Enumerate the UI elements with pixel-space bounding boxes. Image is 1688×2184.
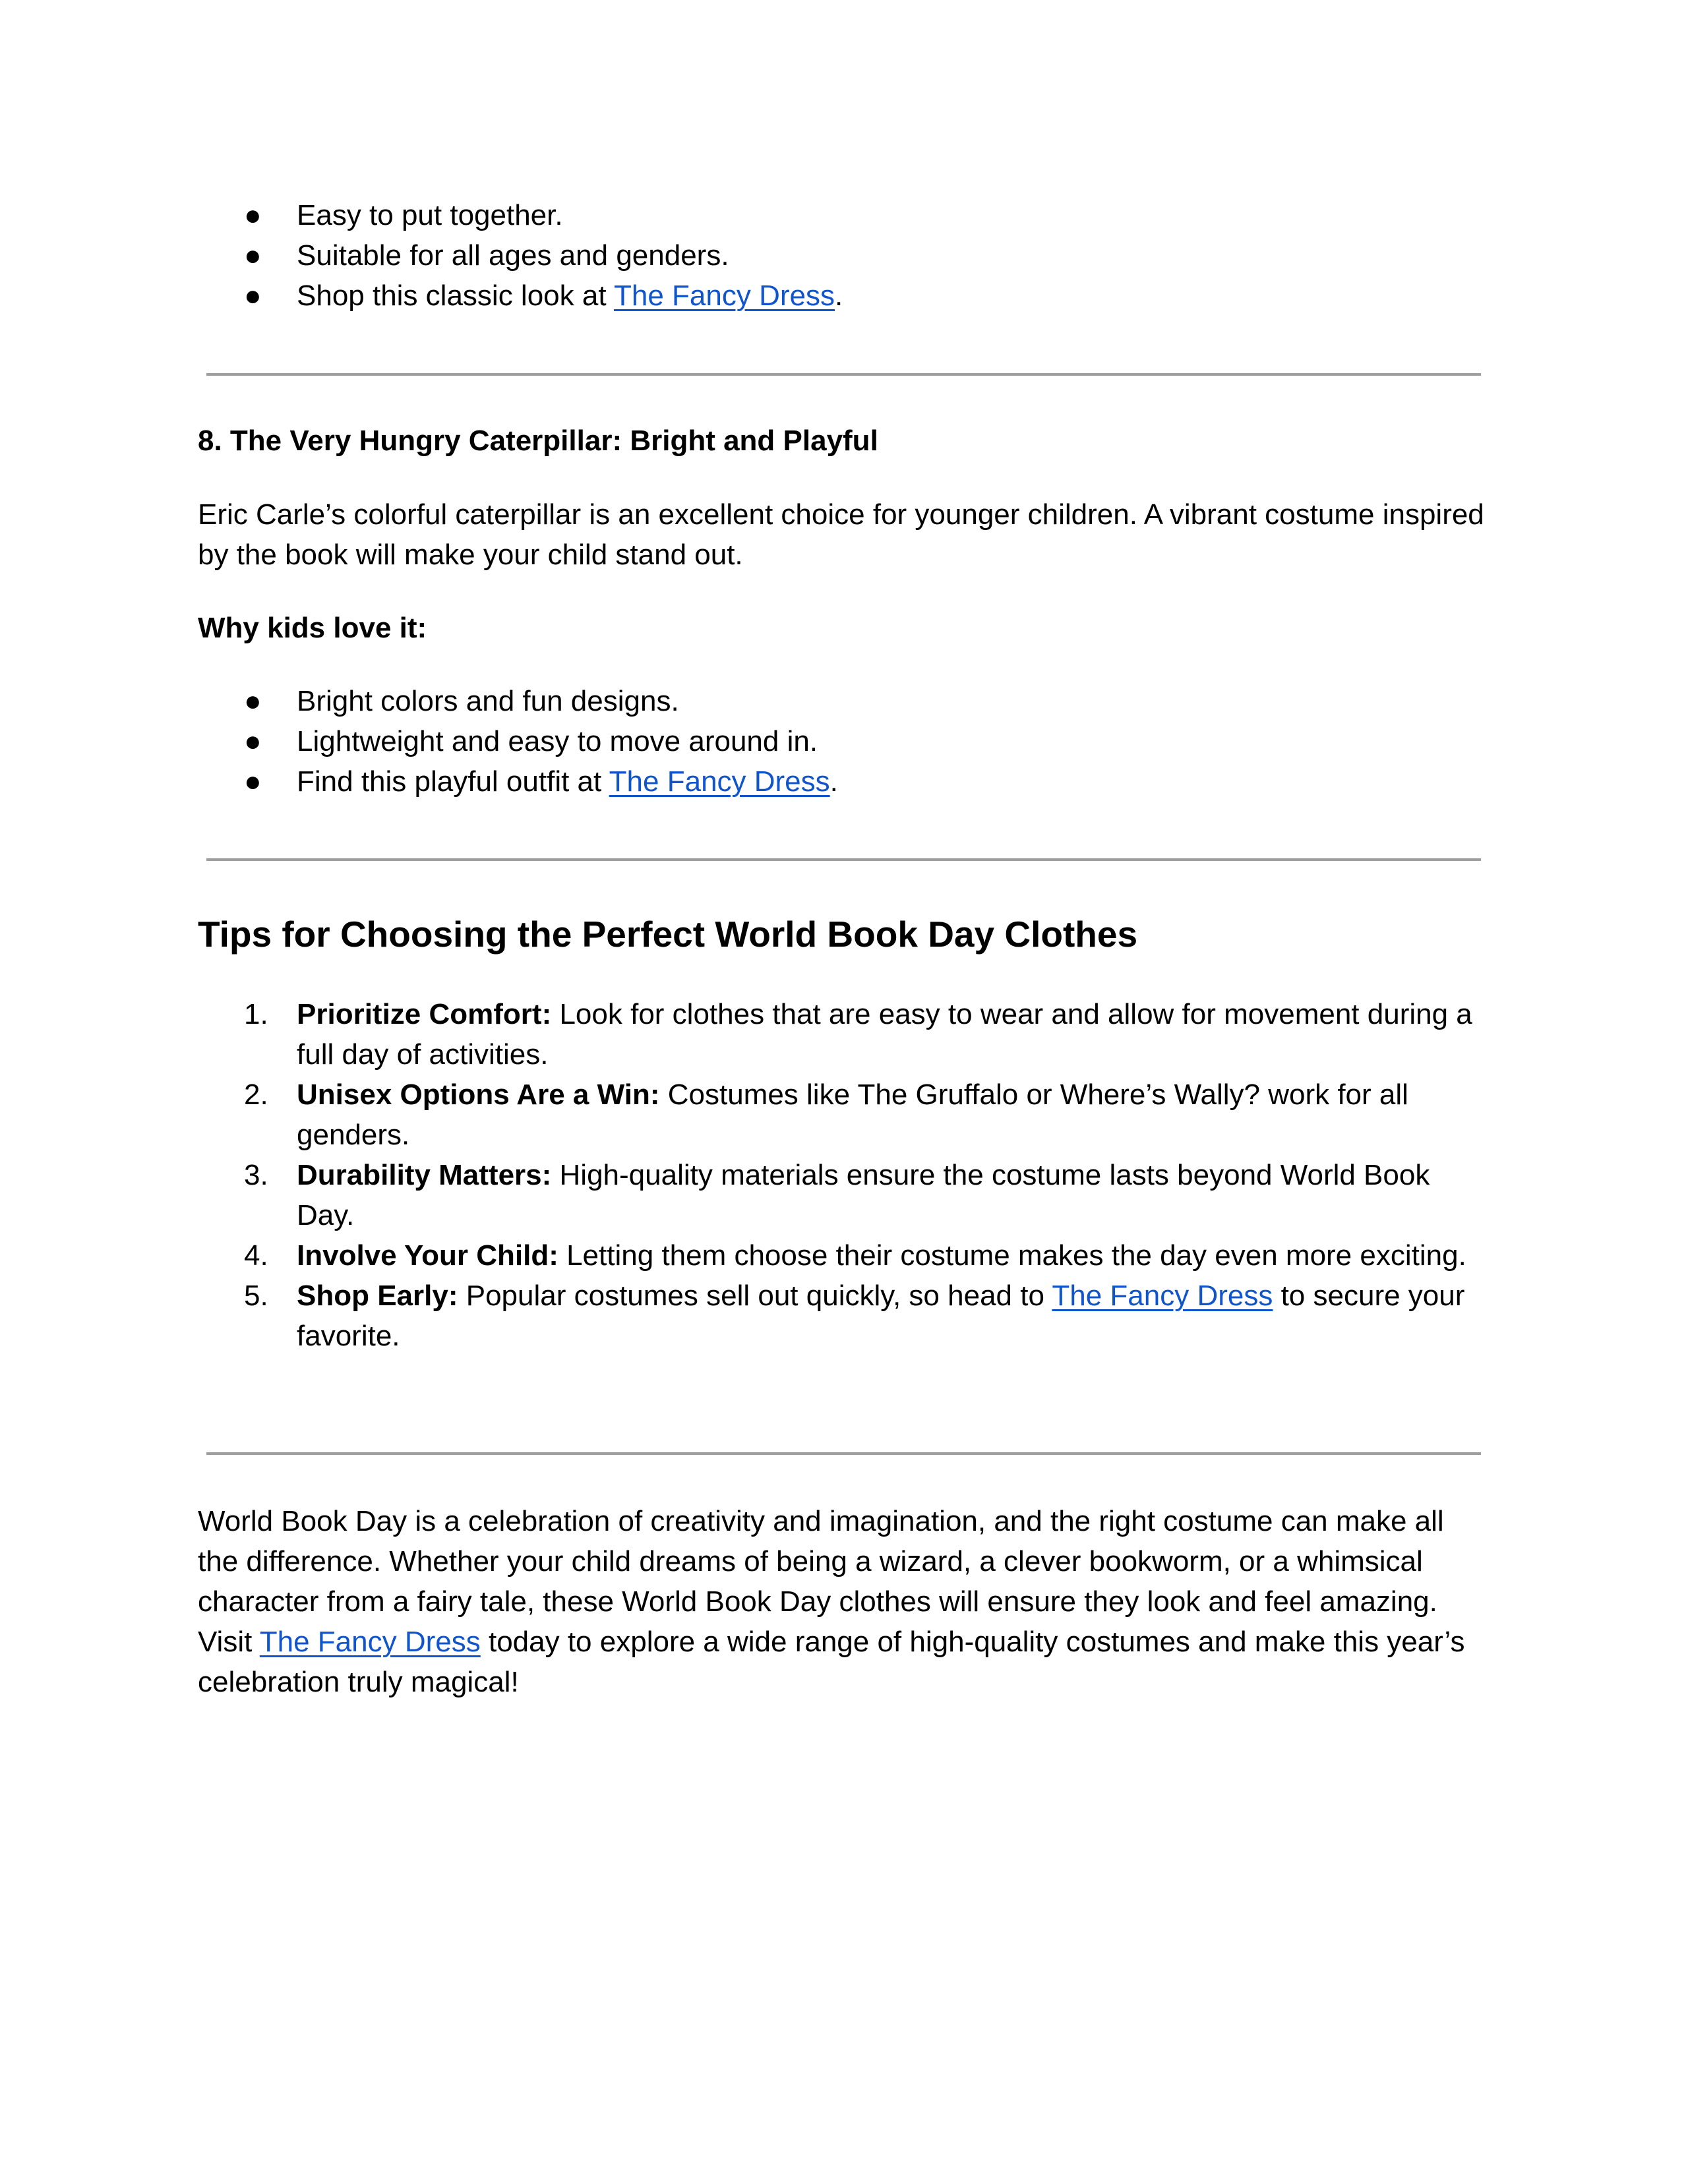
the-fancy-dress-link[interactable]: The Fancy Dress [1052, 1280, 1273, 1312]
horizontal-rule [206, 858, 1481, 861]
horizontal-rule [206, 373, 1481, 376]
conclusion-paragraph [198, 1501, 1490, 1702]
list-item [198, 994, 1484, 1075]
section-8-intro: Eric Carle’s colorful caterpillar is an excellent choice for younger children. A vibrant costume inspired by the book will make your child stand out. [198, 498, 1484, 571]
tip-title: Prioritize Comfort: [297, 998, 552, 1030]
list-item [198, 1155, 1484, 1235]
list-item-text-end: . [834, 280, 843, 312]
bullet-marker: ● [244, 199, 262, 231]
tip-title: Durability Matters: [297, 1159, 552, 1191]
list-item-text: Lightweight and easy to move around in. [297, 725, 818, 757]
tip-title: Shop Early: [297, 1280, 458, 1312]
list-item [198, 1235, 1484, 1276]
list-item-text: Bright colors and fun designs. [297, 685, 679, 717]
tip-text: Popular costumes sell out quickly, so head to [458, 1280, 1052, 1312]
list-number: 2. [244, 1078, 268, 1111]
tip-text: Letting them choose their costume makes the day even more exciting. [558, 1239, 1466, 1272]
why-kids-love-it-label: Why kids love it: [198, 612, 427, 644]
tips-heading: Tips for Choosing the Perfect World Book Day Clothes [198, 914, 1138, 955]
section-8-bullet-list [198, 681, 1484, 802]
list-number: 4. [244, 1239, 268, 1272]
tip-text-end: to secure your favorite. [297, 1280, 1465, 1352]
costume-7-bullet-list [198, 195, 1484, 316]
list-item [198, 235, 1484, 276]
the-fancy-dress-link[interactable]: The Fancy Dress [259, 1626, 481, 1658]
tip-text: Costumes like The Gruffalo or Where’s Wally? work for all genders. [297, 1078, 1408, 1151]
list-item [198, 1276, 1484, 1356]
the-fancy-dress-link[interactable]: The Fancy Dress [609, 765, 830, 798]
horizontal-rule [206, 1452, 1481, 1455]
list-item-text: Suitable for all ages and genders. [297, 239, 729, 272]
list-item [198, 761, 1484, 802]
list-number: 3. [244, 1159, 268, 1191]
list-item-text: Easy to put together. [297, 199, 563, 231]
list-item-text: Find this playful outfit at [297, 765, 609, 798]
conclusion-text-end: today to explore a wide range of high-quality costumes and make this year’s celebration truly magical! [198, 1626, 1465, 1698]
list-item [198, 276, 1484, 316]
list-item [198, 195, 1484, 235]
bullet-marker: ● [244, 685, 262, 717]
list-item-text-end: . [829, 765, 838, 798]
list-item [198, 681, 1484, 721]
tip-title: Involve Your Child: [297, 1239, 558, 1272]
conclusion-text: World Book Day is a celebration of creativity and imagination, and the right costume can make all the difference. Whether your child dreams of being a wizard, a clever bookworm, or a whimsical character from a fairy tale, these World Book Day clothes will ensure they look and feel amazing. Visit [198, 1505, 1444, 1658]
tip-text: Look for clothes that are easy to wear and allow for movement during a full day of activities. [297, 998, 1472, 1071]
list-item [198, 721, 1484, 761]
bullet-marker: ● [244, 765, 262, 798]
section-8-heading: 8. The Very Hungry Caterpillar: Bright and Playful [198, 425, 878, 457]
list-number: 5. [244, 1280, 268, 1312]
tip-text: High-quality materials ensure the costume lasts beyond World Book Day. [297, 1159, 1430, 1231]
bullet-marker: ● [244, 280, 262, 312]
tip-title: Unisex Options Are a Win: [297, 1078, 660, 1111]
list-number: 1. [244, 998, 268, 1030]
list-item [198, 1075, 1484, 1155]
tips-numbered-list [198, 994, 1484, 1356]
bullet-marker: ● [244, 239, 262, 272]
the-fancy-dress-link[interactable]: The Fancy Dress [614, 280, 835, 312]
list-item-text: Shop this classic look at [297, 280, 614, 312]
bullet-marker: ● [244, 725, 262, 757]
